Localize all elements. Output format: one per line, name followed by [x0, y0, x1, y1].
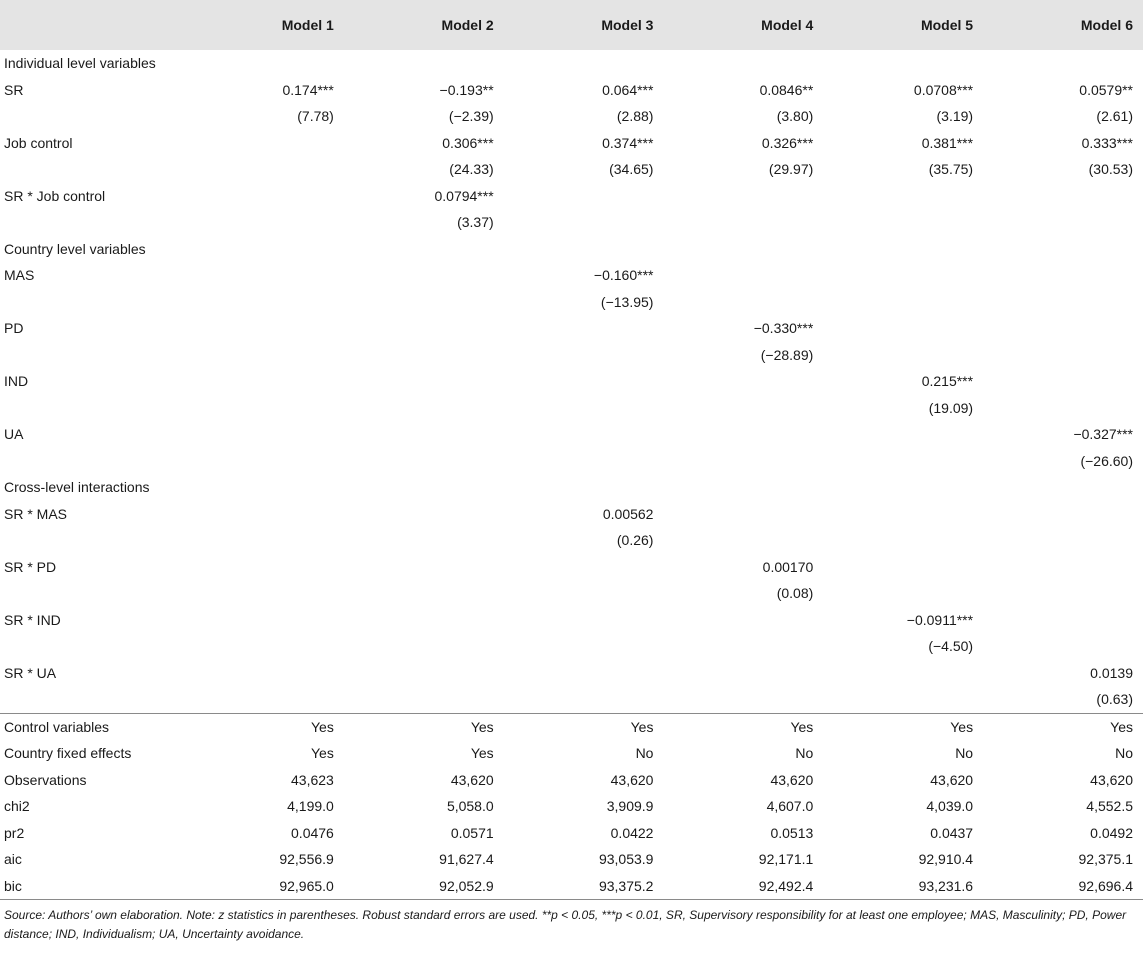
cell-model-4	[663, 501, 823, 528]
cell-model-4: −0.330***	[753, 320, 814, 336]
table-row	[0, 660, 1143, 687]
table-row	[0, 873, 1143, 900]
row-label: IND	[4, 373, 29, 389]
cell-model-2: 0.306***	[442, 134, 494, 151]
cell-model-6: −0.327***	[1073, 426, 1133, 442]
row-label	[0, 209, 184, 236]
table-row	[0, 448, 1143, 475]
table-row	[0, 580, 1143, 607]
header-model-1: Model 1	[281, 17, 334, 33]
header-stub	[0, 0, 184, 50]
cell-model-2: 5,058.0	[446, 798, 494, 814]
cell-model-6: 0.0139	[1090, 664, 1133, 681]
cell-model-3	[504, 554, 664, 581]
table-header	[0, 0, 1143, 50]
table-row	[0, 820, 1143, 847]
cell-model-6: 0.0579**	[1079, 81, 1133, 98]
cell-model-5	[823, 209, 983, 236]
table-row	[0, 607, 1143, 634]
cell-model-5	[823, 289, 983, 316]
cell-model-4: 92,492.4	[663, 873, 823, 900]
cell-model-2: (−2.39)	[448, 108, 494, 124]
cell-model-2: −0.193**	[439, 81, 494, 98]
table-row	[0, 767, 1143, 794]
table-row	[0, 209, 1143, 236]
table-row	[0, 262, 1143, 289]
cell-model-3: 43,620	[610, 771, 654, 788]
cell-model-2: 0.0794***	[434, 187, 494, 204]
cell-model-1	[184, 183, 344, 210]
cell-model-3: (−13.95)	[600, 293, 654, 310]
row-label	[0, 395, 184, 422]
cell-model-1	[184, 660, 344, 687]
cell-model-6	[983, 289, 1143, 316]
cell-model-2	[344, 660, 504, 687]
cell-model-1	[184, 315, 344, 342]
cell-model-3	[504, 315, 664, 342]
cell-model-1: Yes	[184, 713, 344, 740]
row-label: Job control	[4, 134, 73, 151]
cell-model-3	[504, 209, 664, 236]
row-label: SR	[4, 81, 24, 98]
cell-model-1	[184, 156, 344, 183]
cell-model-4	[663, 527, 823, 554]
cell-model-4: 0.326***	[761, 134, 814, 151]
cell-model-5: 4,039.0	[926, 798, 974, 814]
cell-model-5: 43,620	[930, 771, 974, 788]
cell-model-6: 0.333***	[1081, 134, 1133, 151]
cell-model-1: Yes	[311, 745, 334, 761]
cell-model-1	[184, 554, 344, 581]
cell-model-5: 93,231.6	[823, 873, 983, 900]
table-row	[0, 342, 1143, 369]
cell-model-5: (−4.50)	[928, 638, 974, 654]
cell-model-2	[344, 633, 504, 660]
cell-model-5: (19.09)	[928, 399, 974, 416]
table-row	[0, 686, 1143, 713]
cell-model-6: 92,375.1	[1078, 851, 1133, 867]
row-label: chi2	[4, 798, 30, 814]
cell-model-2: 43,620	[450, 771, 494, 788]
cell-model-6	[983, 315, 1143, 342]
cell-model-4	[663, 448, 823, 475]
cell-model-5	[823, 262, 983, 289]
cell-model-6: 4,552.5	[1086, 798, 1133, 814]
cell-model-3: (0.26)	[616, 532, 654, 548]
cell-model-1	[184, 421, 344, 448]
cell-model-5	[823, 315, 983, 342]
cell-model-2	[344, 554, 504, 581]
cell-model-2: (3.37)	[457, 214, 494, 230]
cell-model-1	[184, 209, 344, 236]
cell-model-5	[823, 501, 983, 528]
cell-model-1	[184, 262, 344, 289]
cell-model-5: 0.215***	[921, 373, 974, 389]
cell-model-4: (0.08)	[776, 585, 814, 601]
table-row	[0, 77, 1143, 104]
cell-model-1	[184, 607, 344, 634]
cell-model-6: (30.53)	[1088, 161, 1133, 177]
cell-model-5	[823, 421, 983, 448]
cell-model-2: Yes	[470, 745, 494, 761]
cell-model-2	[344, 289, 504, 316]
cell-model-1	[184, 448, 344, 475]
cell-model-5: No	[955, 745, 974, 761]
cell-model-4	[663, 607, 823, 634]
cell-model-3	[504, 342, 664, 369]
cell-model-5	[823, 448, 983, 475]
cell-model-4: 0.0846**	[759, 81, 814, 98]
cell-model-6: 0.0492	[1090, 824, 1133, 841]
cell-model-2	[344, 448, 504, 475]
cell-model-6	[983, 183, 1143, 210]
cell-model-4: No	[795, 745, 814, 761]
row-label: SR * IND	[4, 611, 61, 628]
cell-model-4: 4,607.0	[766, 798, 814, 814]
cell-model-2	[344, 527, 504, 554]
table-row	[0, 130, 1143, 157]
cell-model-6	[983, 395, 1143, 422]
cell-model-1	[184, 686, 344, 713]
cell-model-1: 0.0476	[291, 824, 334, 841]
header-model-6: Model 6	[1080, 17, 1133, 33]
cell-model-4	[663, 183, 823, 210]
cell-model-4	[663, 262, 823, 289]
table-row	[0, 713, 1143, 740]
cell-model-2	[344, 262, 504, 289]
header-row	[0, 0, 1143, 50]
table-row	[0, 395, 1143, 422]
cell-model-3	[504, 183, 664, 210]
cell-model-3: 0.374***	[602, 134, 654, 151]
table-row	[0, 554, 1143, 581]
cell-model-4	[663, 395, 823, 422]
cell-model-1	[184, 395, 344, 422]
header-model-4: Model 4	[761, 17, 814, 33]
header-model-2: Model 2	[441, 17, 494, 33]
cell-model-5	[823, 580, 983, 607]
cell-model-6	[983, 527, 1143, 554]
cell-model-3	[504, 607, 664, 634]
cell-model-3: (34.65)	[609, 161, 654, 177]
cell-model-1	[184, 342, 344, 369]
cell-model-6	[983, 209, 1143, 236]
group-label: Cross-level interactions	[4, 479, 150, 495]
cell-model-3: 93,375.2	[504, 873, 664, 900]
cell-model-2	[344, 686, 504, 713]
cell-model-4: (29.97)	[768, 161, 814, 177]
row-label: bic	[0, 873, 184, 900]
cell-model-5: 0.0437	[930, 824, 974, 841]
cell-model-2: Yes	[344, 713, 504, 740]
cell-model-4	[663, 686, 823, 713]
cell-model-1	[184, 289, 344, 316]
cell-model-3	[504, 448, 664, 475]
cell-model-3: 93,053.9	[598, 851, 654, 867]
cell-model-3: 0.064***	[602, 81, 654, 98]
row-label: Country fixed effects	[4, 745, 132, 761]
table-row	[0, 421, 1143, 448]
cell-model-6	[983, 607, 1143, 634]
table-body	[0, 50, 1143, 900]
cell-model-4	[663, 660, 823, 687]
row-label: Observations	[4, 771, 87, 788]
cell-model-2	[344, 501, 504, 528]
row-label	[0, 156, 184, 183]
group-row	[0, 236, 1143, 263]
cell-model-2	[344, 607, 504, 634]
cell-model-5: 92,910.4	[918, 851, 974, 867]
cell-model-2: 91,627.4	[439, 851, 494, 867]
table-row	[0, 740, 1143, 767]
table-row	[0, 793, 1143, 820]
cell-model-3	[504, 580, 664, 607]
row-label: MAS	[4, 267, 35, 283]
cell-model-5: −0.0911***	[906, 611, 974, 628]
cell-model-1: 0.174***	[282, 81, 334, 98]
row-label: aic	[4, 851, 22, 867]
cell-model-5: Yes	[823, 713, 983, 740]
cell-model-5	[823, 183, 983, 210]
cell-model-4	[663, 368, 823, 395]
cell-model-6	[983, 342, 1143, 369]
row-label: pr2	[4, 824, 25, 841]
cell-model-3: Yes	[504, 713, 664, 740]
cell-model-2: (24.33)	[449, 161, 494, 177]
cell-model-1	[184, 527, 344, 554]
cell-model-4	[663, 421, 823, 448]
cell-model-1: 92,965.0	[184, 873, 344, 900]
table-row	[0, 156, 1143, 183]
cell-model-3: 0.0422	[610, 824, 654, 841]
cell-model-3: 3,909.9	[606, 798, 654, 814]
row-label: SR * MAS	[4, 505, 68, 522]
cell-model-2	[344, 342, 504, 369]
row-label: PD	[4, 320, 24, 336]
cell-model-2: 0.0571	[450, 824, 494, 841]
row-label: Control variables	[0, 713, 184, 740]
row-label: SR * Job control	[4, 187, 106, 204]
cell-model-6: (2.61)	[1096, 108, 1133, 124]
cell-model-6	[983, 368, 1143, 395]
row-label	[0, 289, 184, 316]
table-row	[0, 289, 1143, 316]
row-label: SR * PD	[4, 558, 57, 575]
cell-model-4	[663, 289, 823, 316]
row-label	[0, 686, 184, 713]
cell-model-4	[663, 633, 823, 660]
cell-model-5	[823, 342, 983, 369]
cell-model-6	[983, 554, 1143, 581]
cell-model-1: (7.78)	[297, 108, 334, 124]
table-row	[0, 368, 1143, 395]
row-label	[0, 342, 184, 369]
row-label	[0, 448, 184, 475]
cell-model-6: No	[1115, 745, 1133, 761]
cell-model-5	[823, 660, 983, 687]
cell-model-1: 92,556.9	[279, 851, 334, 867]
cell-model-2	[344, 368, 504, 395]
table-row	[0, 633, 1143, 660]
table-row	[0, 103, 1143, 130]
cell-model-3	[504, 633, 664, 660]
cell-model-3	[504, 686, 664, 713]
cell-model-4: 0.00170	[762, 558, 814, 575]
group-row	[0, 474, 1143, 501]
cell-model-1: 43,623	[291, 771, 334, 788]
group-label: Country level variables	[4, 240, 146, 257]
cell-model-2	[344, 315, 504, 342]
cell-model-1: 4,199.0	[287, 798, 334, 814]
cell-model-6	[983, 633, 1143, 660]
cell-model-6: 43,620	[1090, 771, 1133, 788]
cell-model-3: 0.00562	[602, 505, 654, 522]
group-label: Individual level variables	[4, 55, 156, 71]
cell-model-1	[184, 633, 344, 660]
cell-model-6: (−26.60)	[1080, 452, 1133, 469]
row-label	[0, 527, 184, 554]
cell-model-4	[663, 209, 823, 236]
table-footnote: Source: Authors’ own elaboration. Note: z statistics in parentheses. Robust standard errors are used. **p < 0.05, ***p < 0.01, SR, Supervisory responsibility for at least one employee; MAS, Masculinity; PD, Power distance; IND, Individualism; UA, Uncertainty avoidance.	[4, 908, 1127, 941]
cell-model-6	[983, 501, 1143, 528]
cell-model-5: (3.19)	[936, 108, 974, 124]
table-row	[0, 183, 1143, 210]
cell-model-1	[184, 130, 344, 157]
group-row	[0, 50, 1143, 77]
row-label	[0, 580, 184, 607]
row-label	[0, 633, 184, 660]
row-label: SR * UA	[4, 664, 57, 681]
cell-model-4: 43,620	[770, 771, 814, 788]
cell-model-1	[184, 368, 344, 395]
cell-model-4: (3.80)	[776, 108, 814, 124]
cell-model-2	[344, 395, 504, 422]
cell-model-3	[504, 395, 664, 422]
cell-model-5	[823, 527, 983, 554]
cell-model-4: (−28.89)	[760, 346, 814, 363]
cell-model-5	[823, 554, 983, 581]
cell-model-3: −0.160***	[593, 267, 654, 283]
table-row	[0, 846, 1143, 873]
cell-model-5: 0.381***	[921, 134, 974, 151]
cell-model-3: No	[635, 745, 654, 761]
cell-model-4: Yes	[663, 713, 823, 740]
table-row	[0, 501, 1143, 528]
table-row	[0, 527, 1143, 554]
cell-model-2	[344, 580, 504, 607]
cell-model-2: 92,052.9	[344, 873, 504, 900]
cell-model-5	[823, 686, 983, 713]
header-model-5: Model 5	[920, 17, 974, 33]
cell-model-2	[344, 421, 504, 448]
cell-model-6	[983, 580, 1143, 607]
cell-model-3	[504, 660, 664, 687]
row-label	[0, 103, 184, 130]
table-row	[0, 315, 1143, 342]
cell-model-3	[504, 421, 664, 448]
header-model-3: Model 3	[601, 17, 654, 33]
cell-model-4: 0.0513	[770, 824, 814, 841]
cell-model-1	[184, 580, 344, 607]
cell-model-1	[184, 501, 344, 528]
cell-model-5: 0.0708***	[913, 81, 974, 98]
cell-model-3	[504, 368, 664, 395]
cell-model-6: 92,696.4	[983, 873, 1143, 900]
cell-model-4: 92,171.1	[758, 851, 814, 867]
row-label: UA	[4, 426, 24, 442]
cell-model-6: Yes	[983, 713, 1143, 740]
cell-model-6: (0.63)	[1096, 691, 1133, 707]
cell-model-6	[983, 262, 1143, 289]
cell-model-3: (2.88)	[616, 108, 654, 124]
cell-model-5: (35.75)	[928, 161, 974, 177]
